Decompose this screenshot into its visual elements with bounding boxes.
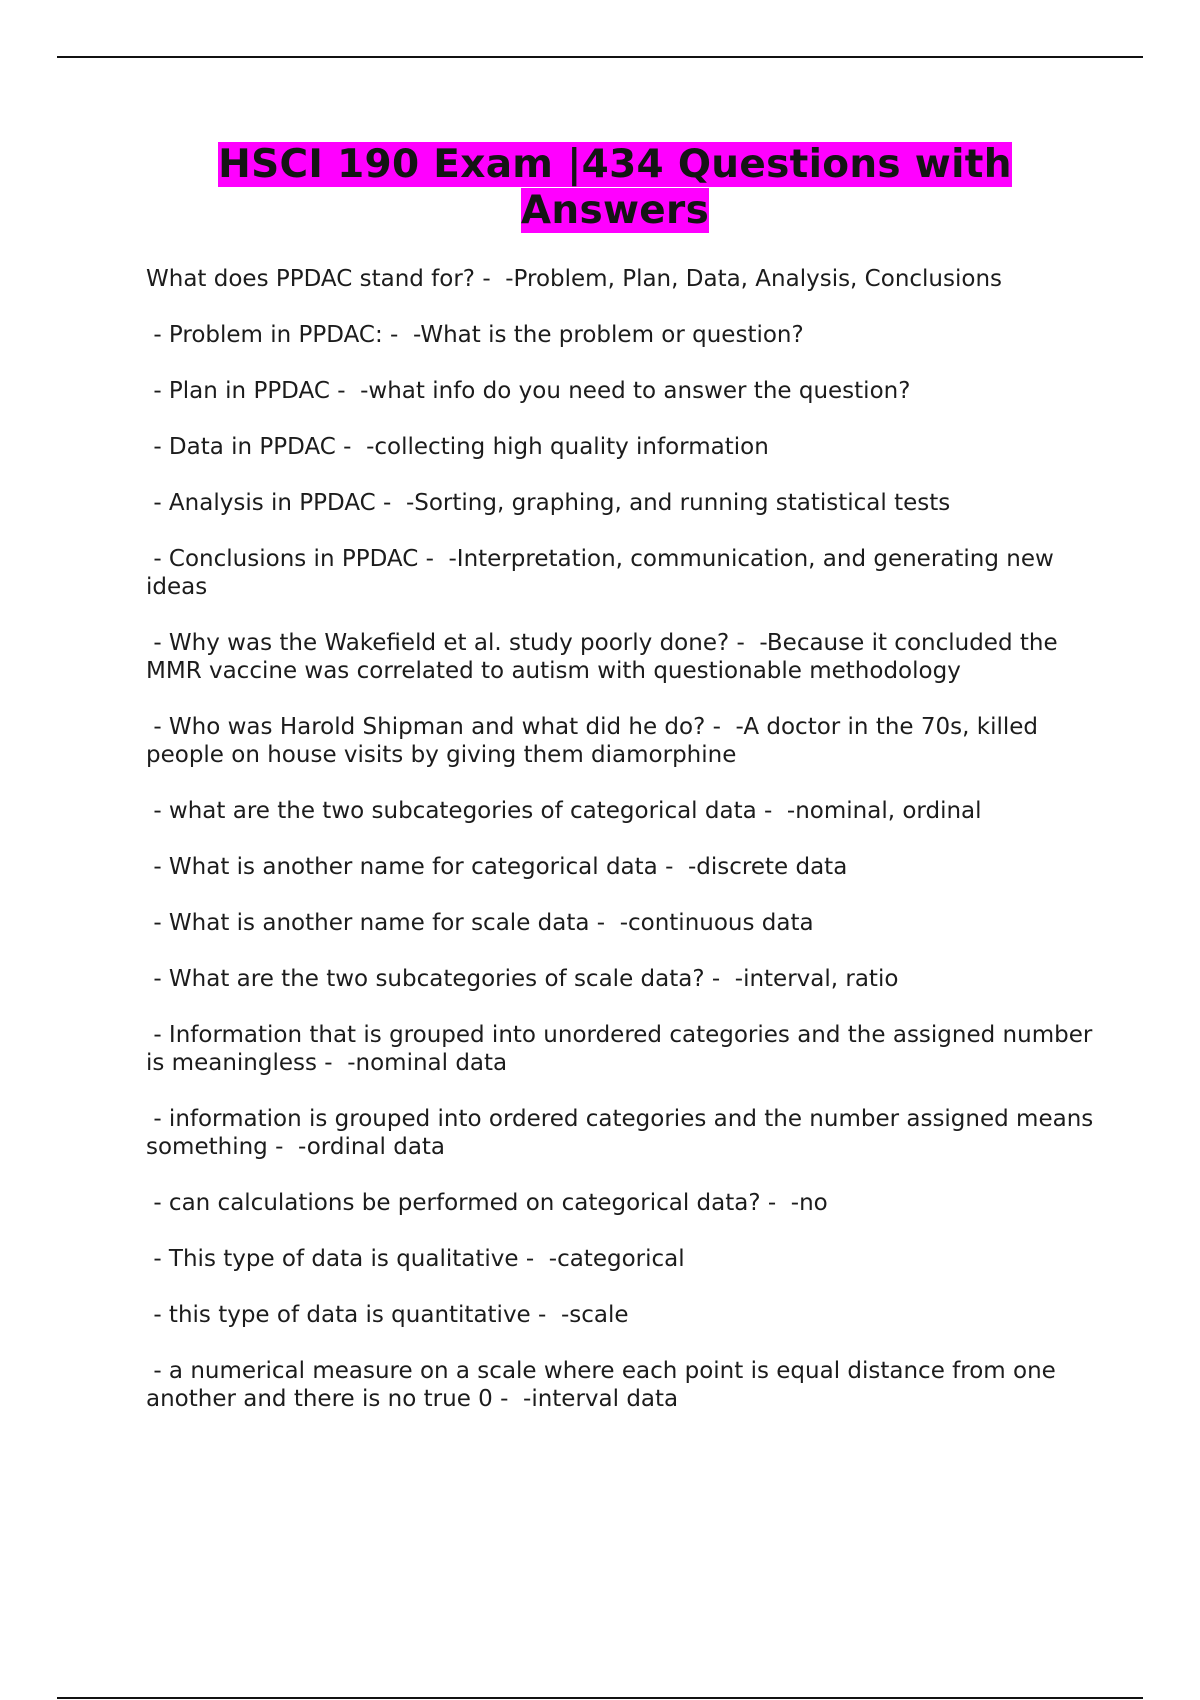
qa-item: - Who was Harold Shipman and what did he do? - -A doctor in the 70s, killed people on house visits by giving them diamorphine: [146, 714, 1046, 768]
qa-list: [146, 265, 1101, 1441]
title-block: [145, 142, 1085, 234]
qa-item: - a numerical measure on a scale where each point is equal distance from one another and there is no true 0 - -interval data: [146, 1358, 1064, 1412]
qa-item: - Conclusions in PPDAC - -Interpretation, communication, and generating new ideas: [146, 546, 1062, 600]
page-footer-rule: [57, 1697, 1143, 1699]
qa-item: - what are the two subcategories of categorical data - -nominal, ordinal: [146, 798, 982, 824]
qa-item: What does PPDAC stand for? - -Problem, Plan, Data, Analysis, Conclusions: [146, 266, 1003, 292]
qa-item: - Data in PPDAC - -collecting high quality information: [146, 434, 769, 460]
qa-item: - Analysis in PPDAC - -Sorting, graphing, and running statistical tests: [146, 490, 951, 516]
qa-item: - Problem in PPDAC: - -What is the problem or question?: [146, 322, 804, 348]
qa-item: - can calculations be performed on categorical data? - -no: [146, 1190, 828, 1216]
document-title: HSCI 190 Exam |434 Questions with Answers: [218, 142, 1012, 233]
qa-item: - Information that is grouped into unordered categories and the assigned number is meaningless - -nominal data: [146, 1022, 1100, 1076]
qa-item: - information is grouped into ordered categories and the number assigned means something - -ordinal data: [146, 1106, 1101, 1160]
qa-item: - What is another name for scale data - -continuous data: [146, 910, 814, 936]
qa-item: - Plan in PPDAC - -what info do you need to answer the question?: [146, 378, 911, 404]
qa-item: - Why was the Wakefield et al. study poorly done? - -Because it concluded the MMR vaccine was correlated to autism with questionable methodology: [146, 630, 1065, 684]
qa-item: - What are the two subcategories of scale data? - -interval, ratio: [146, 966, 899, 992]
qa-item: - this type of data is quantitative - -scale: [146, 1302, 629, 1328]
qa-item: - This type of data is qualitative - -categorical: [146, 1246, 685, 1272]
qa-item: - What is another name for categorical data - -discrete data: [146, 854, 848, 880]
page-header-rule: [57, 56, 1143, 58]
